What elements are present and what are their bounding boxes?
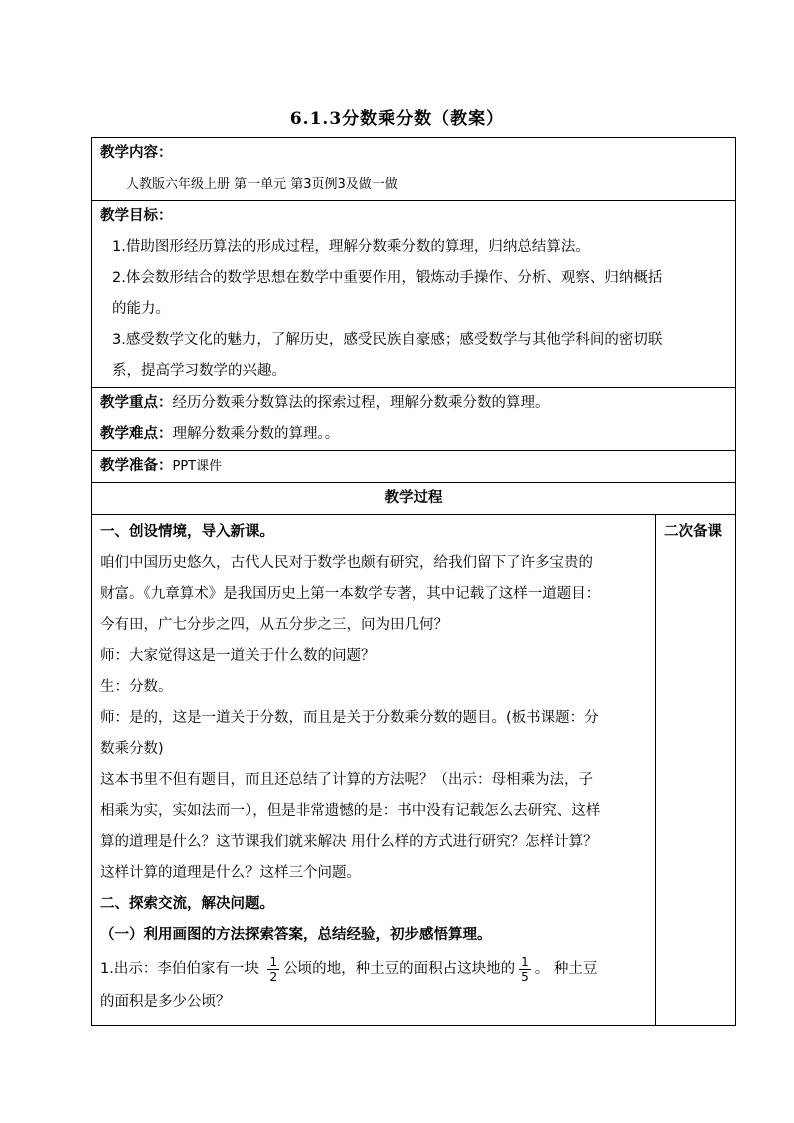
process-line: 这本书里不但有题目，而且还总结了计算的方法呢？（出示：母相乘为法，子	[100, 772, 593, 788]
process-line: 二、探索交流，解决问题。	[100, 896, 274, 912]
problem-line: 的面积是多少公顷？	[100, 994, 231, 1010]
prep-row	[92, 451, 736, 483]
key-difficulty-row	[92, 388, 736, 451]
key-point	[100, 388, 727, 419]
process-header-row	[92, 483, 736, 515]
process-line: 数乘分数)	[100, 741, 164, 757]
prep-label: 教学准备：	[100, 458, 173, 474]
process-line: 这样计算的道理是什么？这样三个问题。	[100, 865, 361, 881]
process-line: 师：是的，这是一道关于分数，而且是关于分数乘分数的题目。(板书课题：分	[100, 710, 599, 726]
problem-text: 。 种土豆	[534, 961, 598, 977]
goal-item: 的能力。	[112, 301, 170, 317]
goal-item: 1.借助图形经历算法的形成过程，理解分数乘分数的算理，归纳总结算法。	[112, 239, 590, 255]
process-line: 今有田，广七分步之四，从五分步之三，问为田几何？	[100, 617, 448, 633]
process-line: 财富。《九章算术》是我国历史上第一本数学专著，其中记载了这样一道题目：	[100, 586, 601, 602]
goals-row	[92, 201, 736, 388]
fraction-one-half	[267, 955, 279, 984]
process-line: 咱们中国历史悠久，古代人民对于数学也颇有研究，给我们留下了许多宝贵的	[100, 555, 593, 571]
problem-line	[100, 951, 647, 987]
lesson-plan-table	[91, 137, 736, 1026]
content-row	[92, 138, 736, 201]
goal-item: 3.感受数学文化的魅力，了解历史，感受民族自豪感；感受数学与其他学科间的密切联	[112, 332, 663, 348]
side-notes-header: 二次备课	[656, 515, 736, 1026]
goal-item: 系，提高学习数学的兴趣。	[112, 363, 286, 379]
fraction-numerator: 1	[269, 954, 278, 969]
fraction-denominator: 2	[269, 969, 278, 984]
process-row	[92, 515, 736, 1026]
goals-label: 教学目标：	[100, 208, 173, 224]
problem-text: 公顷的地，种土豆的面积占这块地的	[283, 961, 516, 977]
page-title: 6.1.3分数乘分数（教案）	[289, 109, 505, 129]
process-header: 教学过程	[92, 483, 736, 515]
fraction-one-fifth	[519, 955, 531, 984]
difficulty-point	[100, 419, 727, 450]
content-text: 人教版六年级上册 第一单元 第3页例3及做一做	[126, 177, 398, 192]
process-line: 生：分数。	[100, 679, 173, 695]
fraction-denominator: 5	[521, 969, 529, 984]
content-label: 教学内容：	[100, 145, 173, 161]
key-text: 经历分数乘分数算法的探索过程，理解分数乘分数的算理。	[172, 395, 550, 411]
problem-text: 1.出示：李伯伯家有一块	[100, 961, 259, 977]
prep-text: PPT课件	[172, 459, 223, 474]
fraction-numerator: 1	[521, 954, 529, 969]
key-label: 教学重点：	[100, 395, 173, 411]
process-line: （一）利用画图的方法探索答案，总结经验，初步感悟算理。	[100, 927, 492, 943]
difficulty-label: 教学难点：	[100, 426, 173, 442]
process-line: 师：大家觉得这是一道关于什么数的问题？	[100, 648, 376, 664]
difficulty-text: 理解分数乘分数的算理。。	[172, 426, 340, 442]
process-line: 相乘为实，实如法而一），但是非常遗憾的是：书中没有记载怎么去研究、这样	[100, 803, 601, 819]
process-line: 算的道理是什么？这节课我们就来解决 用什么样的方式进行研究？怎样计算？	[100, 834, 598, 850]
process-line: 一、创设情境，导入新课。	[100, 524, 274, 540]
goal-item: 2.体会数形结合的数学思想在数学中重要作用，锻炼动手操作、分析、观察、归纳概括	[112, 270, 663, 286]
